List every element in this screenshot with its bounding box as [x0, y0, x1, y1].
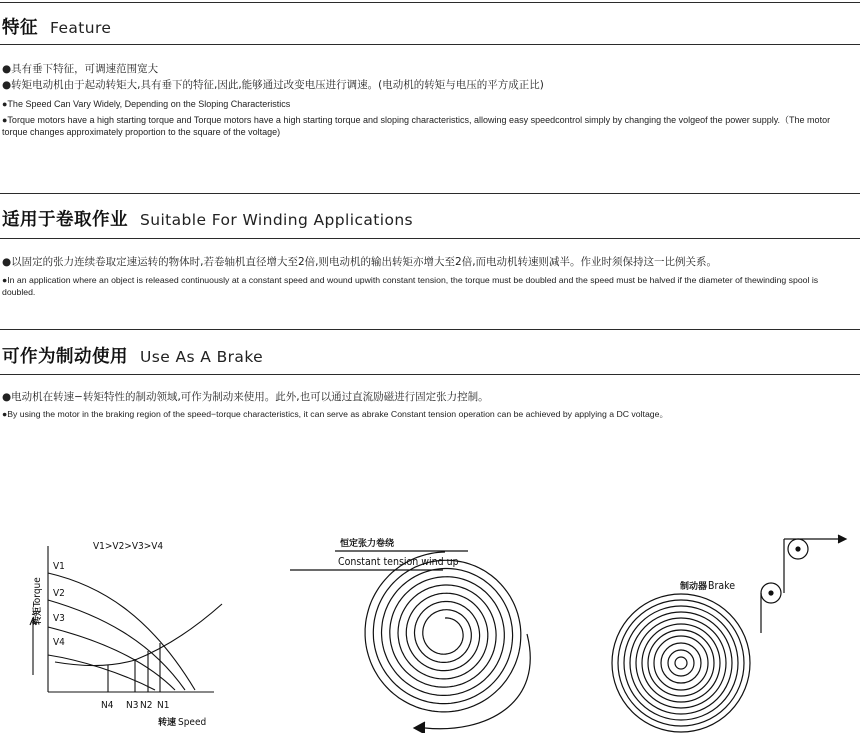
section-feature-title-zh: 特征	[2, 18, 38, 38]
chart-xlabel: Speed	[178, 717, 207, 728]
feature-item-3: ●The Speed Can Vary Widely, Depending on the Sloping Characteristics	[2, 99, 291, 109]
winding-arrow-icon	[414, 722, 425, 733]
brake-spool-hub	[675, 657, 687, 669]
section-brake-title-en: Use As A Brake	[140, 348, 264, 366]
feature-item-4: ●Torque motors have a high starting torque and Torque motors have a high starting torque and sloping characteristics, allowing easy speedcontrol simply by changing the volgeof the power supply.（The motor torque changes approximately proportion to the square of the voltage)	[2, 115, 831, 137]
winding-item-1: ●以固定的张力连续卷取定速运转的物体时,若卷轴机直径增大至2倍,则电动机的输出转矩亦增大至2倍,而电动机转速则减半。作业时须保持这一比例关系。	[2, 256, 718, 268]
chart-series-label-v2: V2	[53, 588, 65, 599]
chart-title: V1>V2>V3>V4	[93, 541, 164, 552]
section-brake-title-zh: 可作为制动使用	[2, 347, 128, 367]
winding-label-en: Constant tension wind up	[338, 556, 459, 568]
brake-top-pulley-hub-icon	[796, 547, 800, 551]
chart-ylabel-zh: 转矩	[33, 606, 43, 625]
brake-item-2: ●By using the motor in the braking region of the speed−torque characteristics, it can serve as abrake Constant tension operation can be achieved by applying a DC voltage。	[2, 409, 669, 419]
brake-item-1: ●电动机在转速−转矩特性的制动领域,可作为制动来使用。此外,也可以通过直流励磁进行固定张力控制。	[2, 391, 489, 403]
winding-spiral	[365, 552, 530, 729]
chart-ylabel: Torque	[32, 577, 43, 607]
chart-series-label-v1: V1	[53, 561, 65, 572]
chart-curve-v2	[48, 600, 185, 690]
winding-label-zh: 恒定张力卷绕	[340, 539, 395, 549]
brake-label-en: Brake	[708, 580, 736, 592]
winding-diagram	[290, 551, 530, 733]
chart-series-label-v4: V4	[53, 637, 65, 648]
feature-item-2: ●转矩电动机由于起动转矩大,具有垂下的特征,因此,能够通过改变电压进行调速。(电动机的转矩与电压的平方成正比)	[2, 79, 544, 91]
brake-label-zh: 制动器	[680, 582, 708, 592]
brake-diagram	[612, 535, 846, 732]
chart-x-tick-n4: N4	[101, 700, 114, 711]
section-winding-title-en: Suitable For Winding Applications	[140, 211, 414, 229]
chart-x-tick-n3: N3	[126, 700, 139, 711]
chart-x-tick-n2: N2	[140, 700, 153, 711]
brake-spool-rings	[612, 594, 750, 732]
chart-xlabel-zh: 转速	[158, 718, 177, 728]
section-winding-title-zh: 适用于卷取作业	[2, 210, 128, 230]
speed-torque-chart	[30, 546, 222, 720]
feature-item-1: ●具有垂下特征，可调速范围宽大	[2, 63, 159, 75]
brake-lower-pulley-hub-icon	[769, 591, 773, 595]
chart-curve-v4	[48, 655, 155, 690]
chart-x-tick-n1: N1	[157, 700, 170, 711]
chart-series-label-v3: V3	[53, 613, 65, 624]
brake-arrow-icon	[838, 535, 846, 543]
winding-item-2: ●In an application where an object is released continuously at a constant speed and wound upwith constant tension, the torque must be doubled and the speed must be halved if the diameter of thewinding spool is doubled.	[2, 275, 819, 297]
section-feature-title-en: Feature	[50, 19, 112, 37]
chart-load-line	[55, 604, 222, 666]
